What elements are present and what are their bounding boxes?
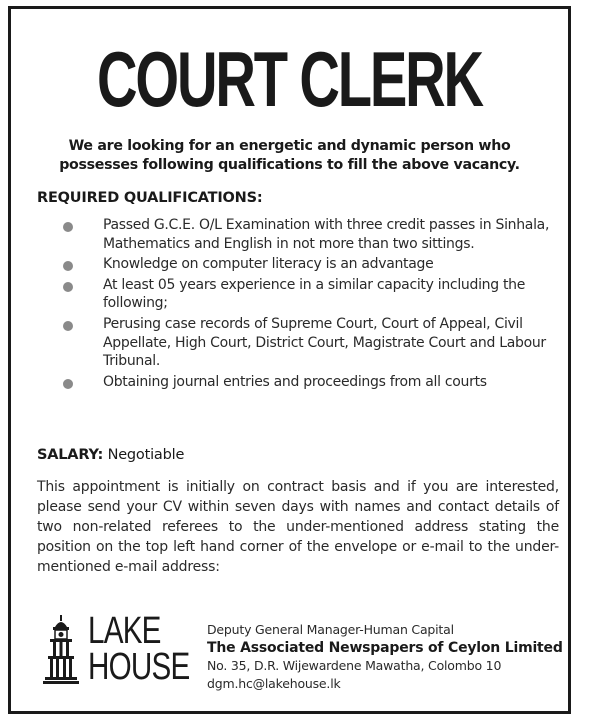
salary-value: Negotiable <box>107 447 185 463</box>
intro-text: We are looking for an energetic and dynamic person who possesses following qualifications to fill the above vacancy. <box>59 138 520 173</box>
list-item <box>61 315 551 371</box>
list-item <box>61 373 551 392</box>
contact-address: No. 35, D.R. Wijewardene Mawatha, Colombo 10 <box>207 658 502 673</box>
clock-tower-icon <box>41 615 81 687</box>
list-item-text: Passed G.C.E. O/L Examination with three credit passes in Sinhala, Mathematics and English in not more than two sittings. <box>103 217 550 252</box>
contact-position: Deputy General Manager-Human Capital <box>207 622 454 637</box>
bullet-icon <box>63 222 73 232</box>
list-item <box>61 216 551 253</box>
application-instructions: This appointment is initially on contract basis and if you are interested, please send your CV within seven days with names and contact details of two non-related referees to the under-mentioned address stating the position on the top left hand corner of the envelope or e-mail to the under-mentioned e-mail address: <box>37 479 559 575</box>
logo-line-1: LAKE <box>88 610 161 652</box>
logo-line-2: HOUSE <box>88 646 190 688</box>
lake-house-logo <box>41 610 190 693</box>
salary-label: SALARY: <box>37 447 104 463</box>
job-advertisement <box>8 6 571 714</box>
qualifications-heading: REQUIRED QUALIFICATIONS: <box>37 190 263 206</box>
qualifications-list <box>61 216 551 393</box>
contact-organization: The Associated Newspapers of Ceylon Limited <box>207 640 563 656</box>
list-item-text: Perusing case records of Supreme Court, Court of Appeal, Civil Appellate, High Court, District Court, Magistrate Court and Labour Tribunal. <box>103 315 546 370</box>
list-item <box>61 276 551 313</box>
bullet-icon <box>63 282 73 292</box>
contact-email[interactable]: dgm.hc@lakehouse.lk <box>207 676 341 691</box>
list-item-text: Knowledge on computer literacy is an advantage <box>103 256 434 273</box>
salary-line <box>37 446 184 464</box>
list-item-text: Obtaining journal entries and proceedings from all courts <box>103 373 487 390</box>
contact-block <box>207 621 563 693</box>
page-title: COURT CLERK <box>97 35 482 123</box>
logo-wordmark <box>88 610 190 688</box>
bullet-icon <box>63 321 73 331</box>
list-item <box>61 255 551 274</box>
bullet-icon <box>63 379 73 389</box>
list-item-text: At least 05 years experience in a similar capacity including the following; <box>103 276 526 312</box>
bullet-icon <box>63 261 73 271</box>
